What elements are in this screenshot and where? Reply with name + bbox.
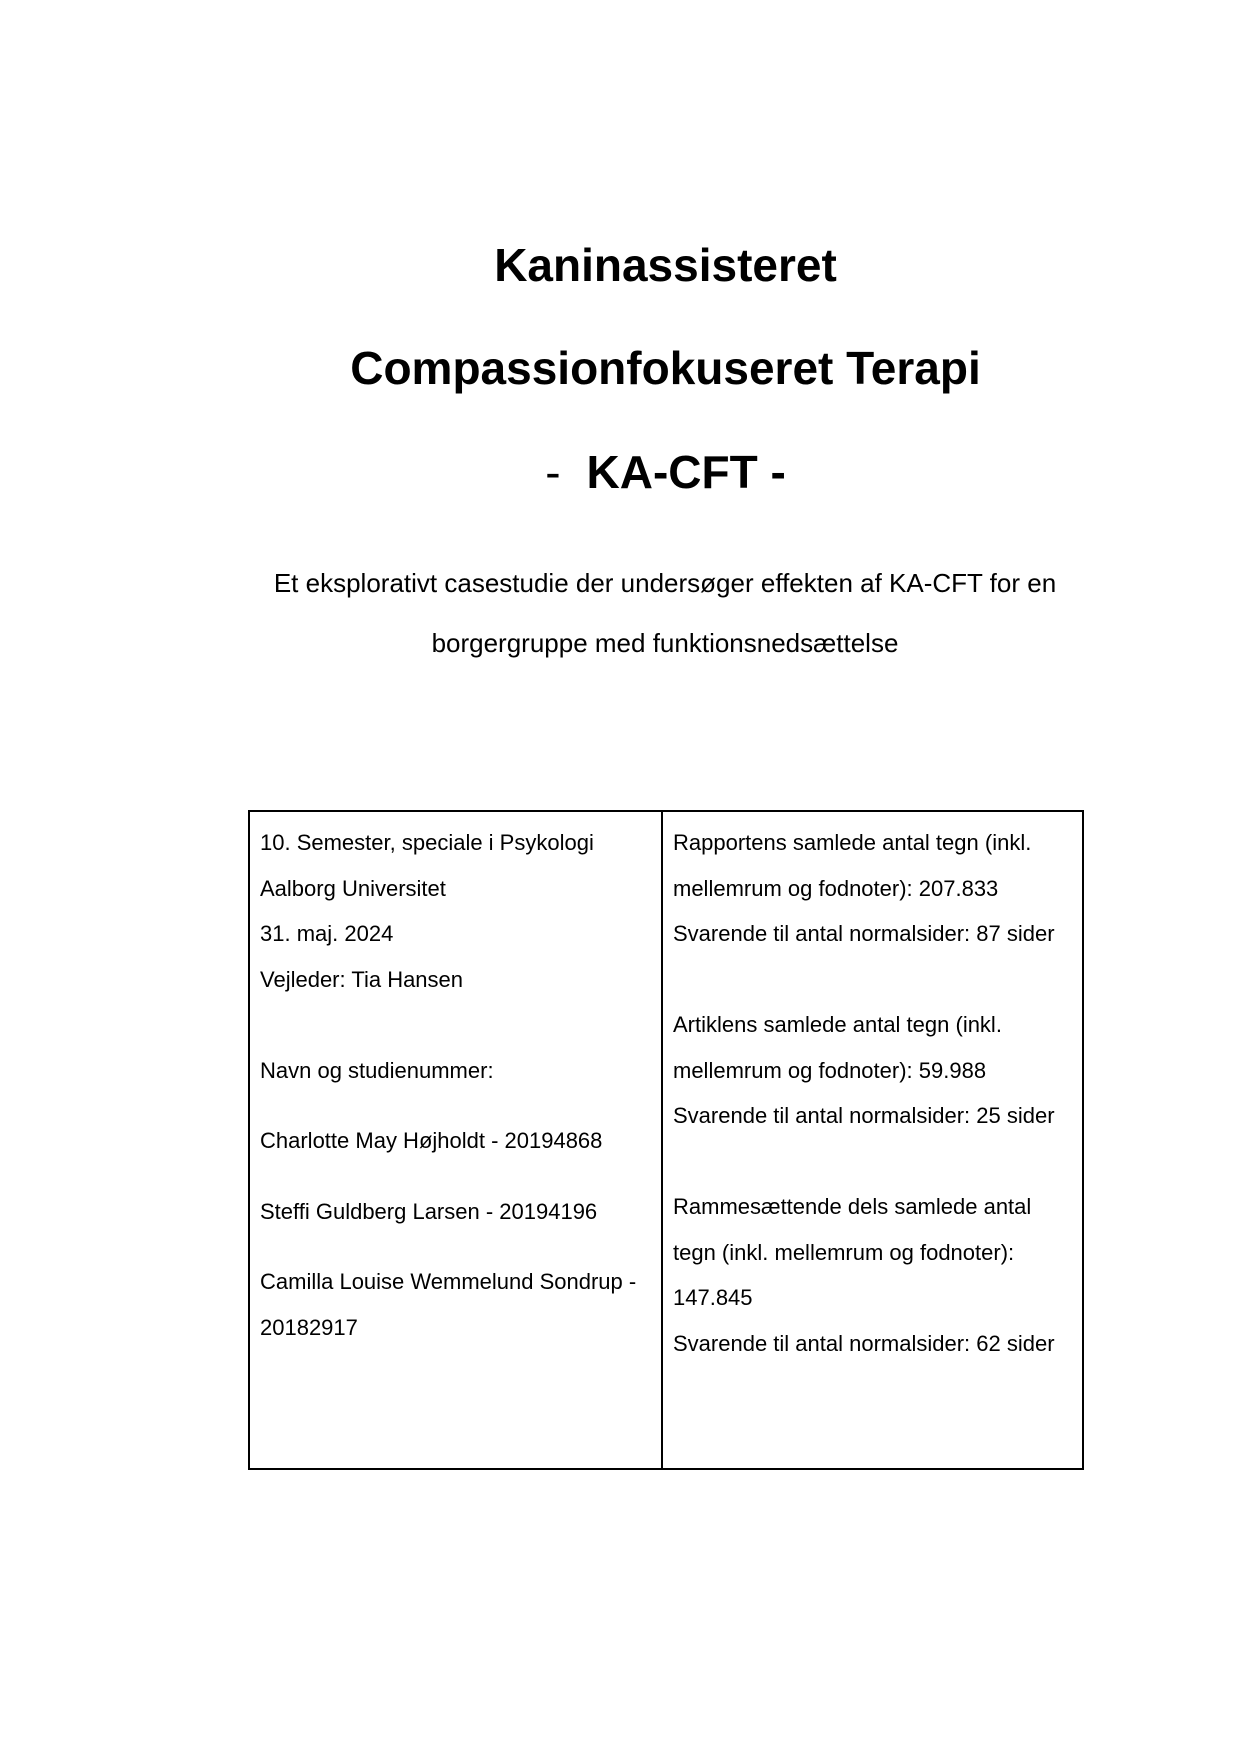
info-left-column (250, 812, 663, 1468)
frame-chars-line-2: tegn (inkl. mellemrum og fodnoter): (673, 1239, 1015, 1265)
frame-pages: Svarende til antal normalsider: 62 sider (673, 1330, 1055, 1356)
author-1: Charlotte May Højholdt - 20194868 (260, 1128, 603, 1153)
spacer (260, 1234, 651, 1259)
title-line-1: Kaninassisteret (494, 239, 837, 291)
article-chars-line-1: Artiklens samlede antal tegn (inkl. (673, 1012, 1002, 1037)
spacer (260, 1164, 651, 1189)
article-chars-line-2: mellemrum og fodnoter): 59.988 (673, 1057, 987, 1083)
report-chars-line-1: Rapportens samlede antal tegn (inkl. (673, 830, 1032, 855)
author-3-line-1: Camilla Louise Wemmelund Sondrup - (260, 1269, 637, 1294)
spacer (260, 1093, 651, 1118)
supervisor-text: Vejleder: Tia Hansen (260, 966, 464, 992)
subtitle (200, 553, 1130, 673)
university-text: Aalborg Universitet (260, 875, 446, 901)
subtitle-line-1: Et eksplorativt casestudie der undersøger effekten af KA-CFT for en (273, 568, 1057, 598)
frame-chars-line-1: Rammesættende dels samlede antal (673, 1194, 1032, 1219)
author-2: Steffi Guldberg Larsen - 20194196 (260, 1198, 598, 1224)
title-dash: - (545, 446, 561, 498)
article-pages: Svarende til antal normalsider: 25 sider (673, 1103, 1055, 1128)
date-text: 31. maj. 2024 (260, 921, 394, 946)
spacer (673, 1139, 1072, 1185)
semester-text: 10. Semester, speciale i Psykologi (260, 830, 594, 855)
spacer (260, 1002, 651, 1048)
spacer (673, 957, 1072, 1003)
report-chars-line-2: mellemrum og fodnoter): 207.833 (673, 875, 999, 901)
title-line-2: Compassionfokuseret Terapi (350, 342, 981, 394)
title-line-3 (45, 444, 1241, 500)
title-abbreviation: KA-CFT - (586, 446, 786, 498)
report-pages: Svarende til antal normalsider: 87 sider (673, 921, 1055, 946)
names-heading: Navn og studienummer: (260, 1057, 494, 1083)
subtitle-line-2: borgergruppe med funktionsnedsættelse (431, 628, 899, 658)
info-table (248, 810, 1084, 1470)
frame-chars-line-3: 147.845 (673, 1285, 753, 1310)
author-3-line-2: 20182917 (260, 1314, 358, 1340)
info-right-column (663, 812, 1082, 1468)
